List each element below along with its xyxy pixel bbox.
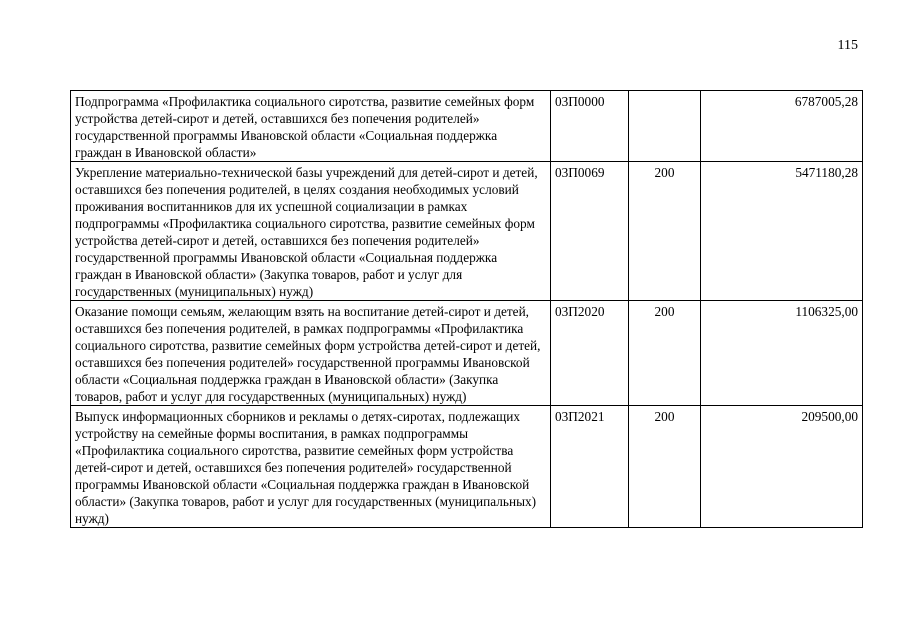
row-sum-cell: 5471180,28 bbox=[701, 162, 863, 301]
row-sum-cell: 1106325,00 bbox=[701, 301, 863, 406]
row-type-cell: 200 bbox=[629, 406, 701, 528]
row-type-cell bbox=[629, 91, 701, 162]
row-name-cell: Подпрограмма «Профилактика социального сиротства, развитие семейных форм устройства детей-сирот и детей, оставшихся без попечения родителей» государственной программы Ивановской области «Социальная поддержка граждан в Ивановской области» bbox=[71, 91, 551, 162]
table-row bbox=[71, 301, 863, 406]
row-name-cell: Выпуск информационных сборников и рекламы о детях-сиротах, подлежащих устройству на семейные формы воспитания, в рамках подпрограммы «Профилактика социального сиротства, развитие семейных форм устройства детей-сирот и детей, оставшихся без попечения родителей» государственной программы Ивановской области «Социальная поддержка граждан в Ивановской области» (Закупка товаров, работ и услуг для государственных (муниципальных) нужд) bbox=[71, 406, 551, 528]
table-row bbox=[71, 91, 863, 162]
table-row bbox=[71, 162, 863, 301]
budget-table bbox=[70, 90, 863, 528]
row-code-cell: 03П0000 bbox=[551, 91, 629, 162]
table-row bbox=[71, 406, 863, 528]
row-sum-cell: 6787005,28 bbox=[701, 91, 863, 162]
row-sum-cell: 209500,00 bbox=[701, 406, 863, 528]
row-type-cell: 200 bbox=[629, 162, 701, 301]
page-number: 115 bbox=[837, 38, 858, 53]
row-code-cell: 03П2021 bbox=[551, 406, 629, 528]
row-name-cell: Оказание помощи семьям, желающим взять на воспитание детей-сирот и детей, оставшихся без попечения родителей, в рамках подпрограммы «Профилактика социального сиротства, развитие семейных форм устройства детей-сирот и детей, оставшихся без попечения родителей» государственной программы Ивановской области «Социальная поддержка граждан в Ивановской области» (Закупка товаров, работ и услуг для государственных (муниципальных) нужд) bbox=[71, 301, 551, 406]
row-code-cell: 03П0069 bbox=[551, 162, 629, 301]
row-code-cell: 03П2020 bbox=[551, 301, 629, 406]
row-type-cell: 200 bbox=[629, 301, 701, 406]
row-name-cell: Укрепление материально-технической базы учреждений для детей-сирот и детей, оставшихся без попечения родителей, в целях создания необходимых условий проживания воспитанников для их успешной социализации в рамках подпрограммы «Профилактика социального сиротства, развитие семейных форм устройства детей-сирот и детей, оставшихся без попечения родителей» государственной программы Ивановской области «Социальная поддержка граждан в Ивановской области» (Закупка товаров, работ и услуг для государственных (муниципальных) нужд) bbox=[71, 162, 551, 301]
